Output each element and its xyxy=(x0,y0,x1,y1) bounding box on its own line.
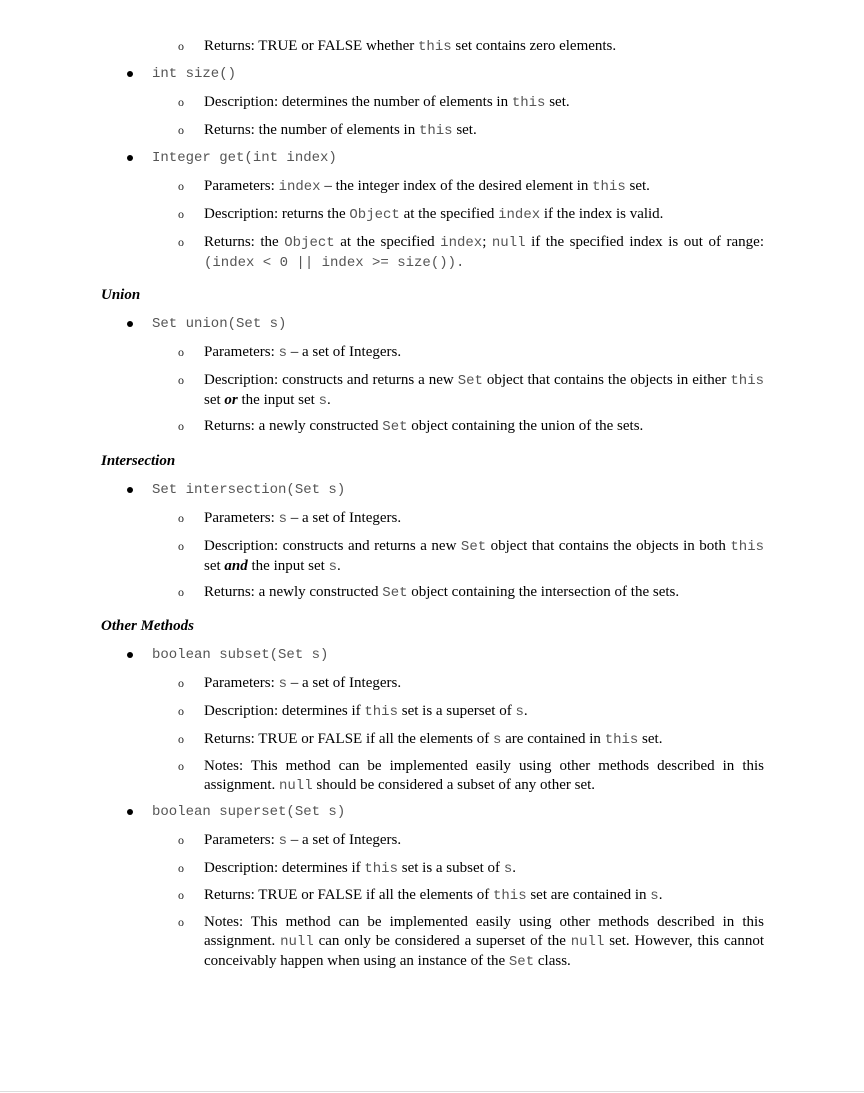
section-heading-union: Union xyxy=(101,287,141,303)
sub-bullet-marker: o xyxy=(178,419,184,433)
method-signature: Integer get(int index) xyxy=(152,150,337,166)
sub-bullet-marker: o xyxy=(178,207,184,221)
sub-bullet-marker: o xyxy=(178,179,184,193)
sub-bullet-marker: o xyxy=(178,732,184,746)
bullet-dot xyxy=(127,71,133,77)
method-signature: Set intersection(Set s) xyxy=(152,482,346,498)
sub-bullet-marker: o xyxy=(178,39,184,53)
sub-bullet-marker: o xyxy=(178,373,184,387)
method-signature: int size() xyxy=(152,66,237,82)
section-heading-intersection: Intersection xyxy=(101,453,176,469)
bullet-dot xyxy=(127,809,133,815)
bullet-dot xyxy=(127,652,133,658)
page-bottom-divider xyxy=(0,1091,864,1092)
sub-bullet-marker: o xyxy=(178,759,184,773)
sub-bullet-marker: o xyxy=(178,539,184,553)
sub-bullet-marker: o xyxy=(178,888,184,902)
sub-bullet-marker: o xyxy=(178,235,184,249)
bullet-dot xyxy=(127,321,133,327)
sub-bullet-marker: o xyxy=(178,676,184,690)
sub-bullet-marker: o xyxy=(178,123,184,137)
section-heading-other-methods: Other Methods xyxy=(101,618,194,634)
bullet-dot xyxy=(127,487,133,493)
sub-bullet-marker: o xyxy=(178,511,184,525)
method-signature: boolean subset(Set s) xyxy=(152,647,329,663)
sub-bullet-marker: o xyxy=(178,704,184,718)
bullet-dot xyxy=(127,155,133,161)
sub-bullet-marker: o xyxy=(178,585,184,599)
document-page: o Returns: TRUE or FALSE whether this set contains zero elements. int size() o Description: determines the number of elements in this set. o Returns: the number of elements in this set. Integer get(int index) o Parameters: index – the integer index of the desired element in this set. o Description: returns the Object at the specified index if the index is valid. o Returns: the Object at the specified index; null if the specified index is out of range: (index < 0 || index >= size()). Union Set union(Set s) o Parameters: s – a set of Integers. o Description: constructs and returns a new Set object that contains the objects in either this set or the input set s. o Returns: a newly constructed Set object containing the union of the sets. Intersection Set intersection(Set s) o Parameters: s – a set of Integers. o Description: constructs and returns a new Set object that contains the objects in both this set and the input set s. o Returns: a newly constructed Set object containing the intersection of the sets. Other Methods boolean subset(Set s) o Parameters: s – a set of Integers. o Description: determines if this set is a superset of s. o Returns: TRUE or FALSE if all the elements of s are contained in this set. o Notes: This method can be implemented easily using other methods described in this assignment. null should be considered a subset of any other set. boolean superset(Set s) o Parameters: s – a set of Integers. o Description: determines if this set is a subset of s. o Returns: TRUE or FALSE if all the elements of this set are contained in s. o Notes: This method can be implemented easily using other methods described in this assignment. null can only be considered a superset of the null set. However, this cannot conceivably happen when using an instance of the Set class. xyxy=(0,0,864,1093)
sub-bullet-marker: o xyxy=(178,345,184,359)
method-signature: boolean superset(Set s) xyxy=(152,804,346,820)
sub-bullet-marker: o xyxy=(178,915,184,929)
sub-bullet-marker: o xyxy=(178,833,184,847)
sub-bullet-marker: o xyxy=(178,95,184,109)
sub-bullet-marker: o xyxy=(178,861,184,875)
method-signature: Set union(Set s) xyxy=(152,316,287,332)
